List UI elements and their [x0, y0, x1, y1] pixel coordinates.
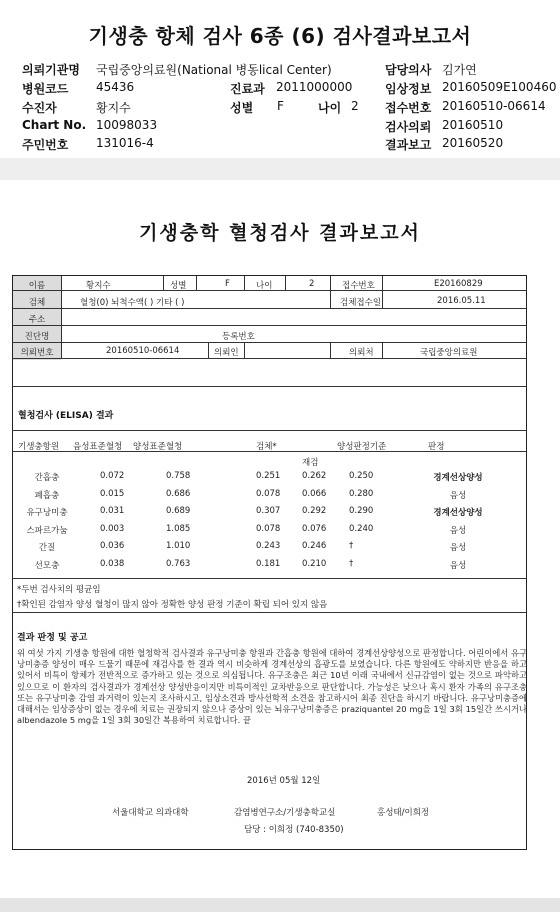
- grid-line: [12, 386, 527, 387]
- age-value: 2: [351, 99, 359, 113]
- diagnosis-label: 진단명: [24, 332, 50, 342]
- result-cell-antigen: 간질: [38, 543, 56, 553]
- result-cell-negative: 0.038: [100, 558, 125, 569]
- grid-line: [244, 276, 245, 290]
- grid-line: [12, 358, 527, 359]
- grid-line: [196, 276, 197, 290]
- age-label: 나이: [256, 281, 273, 291]
- col-positive: 양성표준혈청: [133, 442, 183, 452]
- institution-value: 국립중앙의료원(National 병동lical Center): [96, 63, 332, 77]
- age-value: 2: [309, 279, 315, 289]
- name-value: 황지수: [86, 281, 111, 291]
- result-cell-negative: 0.031: [100, 506, 125, 516]
- col-retest: 재검: [302, 458, 319, 468]
- signature-department: 감염병연구소/기생충학교실: [234, 808, 336, 818]
- grid-line: [61, 276, 62, 358]
- report-title: 기생충학 혈청검사 결과보고서: [139, 222, 421, 244]
- bottom-strip: [0, 898, 560, 912]
- result-cell-judgement: 음성: [449, 525, 467, 536]
- result-cell-cutoff: 0.250: [349, 471, 374, 481]
- gender-value: F: [225, 279, 230, 289]
- result-cell-positive: 0.686: [166, 488, 191, 499]
- age-label: 나이: [318, 101, 342, 115]
- page-title: 기생충 항체 검사 6종 (6) 검사결과보고서: [88, 24, 472, 48]
- result-cell-specimen: 0.243: [256, 541, 281, 551]
- request-date-label: 검사의뢰: [385, 120, 432, 134]
- result-cell-judgement: 경계선상양성: [433, 473, 483, 483]
- result-cell-antigen: 스파르가눔: [26, 525, 68, 536]
- result-cell-negative: 0.015: [100, 488, 125, 499]
- grid-line: [12, 578, 527, 579]
- clinical-label: 임상정보: [385, 82, 432, 96]
- grid-line: [12, 308, 527, 309]
- result-cell-negative: 0.036: [100, 541, 125, 551]
- result-cell-positive: 1.010: [166, 541, 191, 551]
- hospital-code-value: 45436: [96, 80, 135, 94]
- col-judgement: 판정: [428, 442, 445, 452]
- result-cell-antigen: 유구낭미충: [26, 508, 68, 518]
- result-cell-positive: 0.758: [166, 471, 191, 481]
- specimen-value: 혈청(0) 뇌척수액( ) 기타 ( ): [80, 298, 185, 308]
- result-cell-retest: 0.210: [302, 558, 327, 569]
- specimen-label: 검체: [28, 298, 46, 308]
- gender-label: 성별: [230, 101, 254, 115]
- grid-line: [12, 325, 527, 326]
- signature-university: 서울대학교 의과대학: [112, 808, 189, 818]
- request-no-value: 20160510-06614: [106, 346, 180, 356]
- footnote-average: *두번 검사치의 평균임: [17, 585, 101, 595]
- result-cell-positive: 0.689: [166, 506, 191, 516]
- grid-line: [12, 451, 527, 452]
- result-cell-cutoff: 0.280: [349, 488, 374, 499]
- result-cell-negative: 0.003: [100, 523, 125, 534]
- result-cell-positive: 0.763: [166, 558, 191, 569]
- report-date-value: 20160520: [442, 136, 504, 150]
- department-value: 2011000000: [276, 80, 353, 94]
- result-cell-specimen: 0.078: [256, 488, 281, 499]
- receipt-label: 접수번호: [342, 281, 375, 291]
- footnote-dagger: †확인된 감염자 양성 혈청이 많지 않아 정확한 양성 판정 기준이 확립 되어 있지 않음: [17, 600, 328, 610]
- result-cell-specimen: 0.251: [256, 471, 281, 481]
- col-negative: 음성표준혈청: [73, 442, 123, 452]
- grid-line: [163, 276, 164, 290]
- chart-no-value: 10098033: [96, 118, 158, 132]
- clinical-value: 20160509E100460: [442, 80, 557, 94]
- name-label: 이름: [28, 281, 46, 291]
- result-cell-cutoff: 0.240: [349, 523, 374, 534]
- col-antigen: 기생충항원: [18, 442, 60, 452]
- result-cell-cutoff: †: [349, 558, 354, 569]
- conclusion-text: 위 여섯 가지 기생충 항원에 대한 혈청학적 검사결과 유구낭미충 항원과 간흡충 항원에 대하여 경계선상양성으로 판정합니다. 어린이에서 유구낭미충증 양성이 매우 드물기 때문에 재검사를 한 결과 역시 비슷하게 경계선상의 흡광도를 보였습니다. 다른 항원에도 약하지만 반응을 하고 있어서 비특이 항체가 전반적으로 증가하고 있는 것으로 의심됩니다. 유구조충은 최근 10년 이래 국내에서 신규감염이 없는 것으로 파악하고 있으므로 이 환자의 검사결과가 경계선상 양성반응이지만 비특이적인 교차반응으로 판단합니다. 가능성은 낮으나 혹시 환자 가족의 유구조충 또는 유구낭미충 감염 과거력이 있는지 조사하시고, 임상소견과 방사선학적 소견을 참고하시어 최종 진단을 하시기 바랍니다. 유구낭미충증에 대해서는 임상증상이 없는 경우에 치료는 권장되지 않으나 증상이 있는 뇌유구낭미충증은 praziquantel 20 mg을 1일 3회 15일간 쓰시거나 albendazole 5 mg을 1일 3회 30일간 복용하여 치료합니다. 끝: [17, 648, 527, 726]
- report-date: 2016년 05월 12일: [247, 776, 321, 786]
- doctor-value: 김가연: [442, 63, 477, 77]
- specimen-date-label: 검체접수일: [340, 298, 382, 308]
- chart-no-label: Chart No.: [22, 118, 87, 132]
- contact-info: 담당 : 이희정 (740-8350): [244, 825, 344, 835]
- request-no-label: 의뢰번호: [20, 348, 54, 358]
- result-cell-specimen: 0.181: [256, 558, 281, 569]
- address-label: 주소: [28, 315, 46, 325]
- result-cell-judgement: 음성: [449, 560, 467, 571]
- grid-line: [12, 342, 527, 343]
- grid-line: [244, 342, 245, 358]
- hospital-code-label: 병원코드: [22, 82, 69, 96]
- grid-line: [208, 342, 209, 358]
- result-cell-negative: 0.072: [100, 471, 125, 481]
- result-cell-cutoff: †: [349, 541, 354, 551]
- grid-line: [382, 342, 383, 358]
- requester-label: 의뢰인: [214, 348, 239, 358]
- col-cutoff: 양성판정기준: [337, 442, 387, 452]
- result-cell-antigen: 폐흡충: [34, 490, 60, 501]
- grid-line: [382, 276, 383, 308]
- elisa-section-title: 혈청검사 (ELISA) 결과: [18, 411, 114, 421]
- department-label: 진료과: [230, 82, 265, 96]
- grid-line: [12, 612, 527, 613]
- col-specimen: 검체*: [256, 442, 277, 452]
- gender-label: 성별: [170, 281, 187, 291]
- request-date-value: 20160510: [442, 118, 504, 132]
- result-cell-judgement: 음성: [449, 543, 467, 553]
- separator-bar: [0, 158, 560, 180]
- result-cell-judgement: 음성: [449, 490, 467, 501]
- result-cell-positive: 1.085: [166, 523, 191, 534]
- gender-value: F: [277, 99, 284, 113]
- grid-line: [330, 276, 331, 308]
- result-cell-retest: 0.262: [302, 471, 327, 481]
- rrn-value: 131016-4: [96, 136, 154, 150]
- receipt-value: 20160510-06614: [442, 99, 546, 113]
- result-cell-specimen: 0.078: [256, 523, 281, 534]
- grid-line: [330, 342, 331, 358]
- registration-label: 등록번호: [222, 332, 255, 342]
- result-cell-cutoff: 0.290: [349, 506, 374, 516]
- result-cell-antigen: 간흡충: [34, 473, 60, 483]
- result-cell-retest: 0.066: [302, 488, 327, 499]
- result-cell-judgement: 경계선상양성: [433, 508, 483, 518]
- institution-label: 의뢰기관명: [22, 63, 80, 77]
- rrn-label: 주민번호: [22, 138, 69, 152]
- result-cell-retest: 0.246: [302, 541, 327, 551]
- grid-line: [12, 430, 527, 431]
- receipt-label: 접수번호: [385, 101, 432, 115]
- result-cell-retest: 0.292: [302, 506, 327, 516]
- patient-value: 황지수: [96, 101, 131, 115]
- doctor-label: 담당의사: [385, 63, 432, 77]
- requesting-org-label: 의뢰처: [349, 348, 374, 358]
- signature-names: 홍성태/이희정: [377, 808, 430, 818]
- report-date-label: 결과보고: [385, 138, 432, 152]
- specimen-date-value: 2016.05.11: [437, 296, 486, 306]
- result-cell-retest: 0.076: [302, 523, 327, 534]
- grid-line: [285, 276, 286, 290]
- requesting-org-value: 국립중앙의료원: [420, 348, 478, 358]
- result-cell-specimen: 0.307: [256, 506, 281, 516]
- conclusion-section-title: 결과 판정 및 공고: [17, 633, 88, 643]
- receipt-value: E20160829: [434, 279, 483, 289]
- result-cell-antigen: 선모충: [34, 560, 60, 571]
- patient-label: 수진자: [22, 101, 57, 115]
